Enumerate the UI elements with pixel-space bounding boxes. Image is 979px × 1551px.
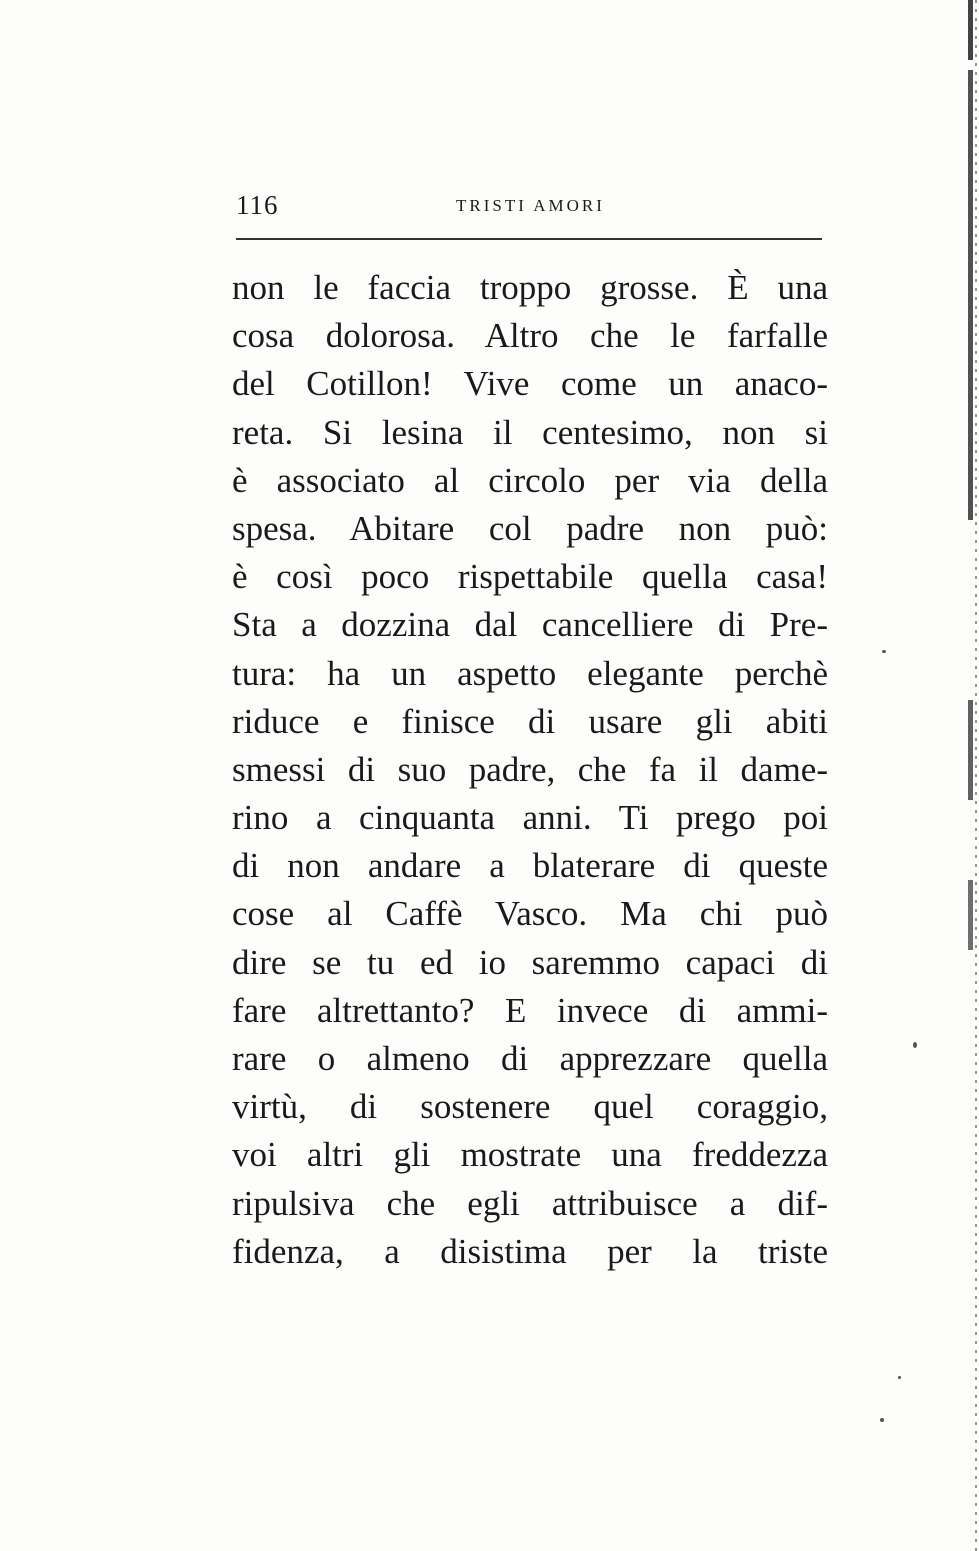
scan-speck: [882, 650, 886, 653]
text-line: rare o almeno di apprezzare quella: [232, 1039, 828, 1078]
text-line: reta. Si lesina il centesimo, non si: [232, 412, 828, 452]
running-head: [236, 190, 822, 226]
text-line: rino a cinquanta anni. Ti prego poi: [232, 798, 828, 838]
text-line: virtù, di sostenere quel coraggio,: [232, 1087, 828, 1127]
scan-speck: [880, 1418, 884, 1422]
text-line: tura: ha un aspetto elegante perchè: [232, 653, 828, 693]
header-rule: [236, 238, 822, 240]
running-title: TRISTI AMORI: [456, 196, 605, 215]
text-line: è così poco rispettabile quella casa!: [232, 557, 828, 597]
text-line: smessi di suo padre, che fa il dame-: [232, 749, 828, 789]
text-line: fidenza, a disistima per la triste: [232, 1231, 828, 1271]
text-line: spesa. Abitare col padre non può:: [232, 508, 828, 548]
text-line: riduce e finisce di usare gli abiti: [232, 701, 828, 741]
text-line: ripulsiva che egli attribuisce a dif-: [232, 1183, 828, 1223]
text-line: voi altri gli mostrate una freddezza: [232, 1135, 828, 1175]
scan-speck: [913, 1042, 917, 1048]
text-line: non le faccia troppo grosse. È una: [232, 268, 828, 307]
text-line: cosa dolorosa. Altro che le farfalle: [232, 316, 828, 356]
scan-edge-shadow: [968, 0, 973, 1551]
body-text: [232, 264, 828, 1276]
scan-edge-noise: [975, 0, 977, 1551]
text-line: del Cotillon! Vive come un anaco-: [232, 364, 828, 404]
text-line: dire se tu ed io saremmo capaci di: [232, 942, 828, 982]
text-line: fare altrettanto? E invece di ammi-: [232, 990, 828, 1030]
text-line: Sta a dozzina dal cancelliere di Pre-: [232, 605, 828, 645]
text-line: cose al Caffè Vasco. Ma chi può: [232, 894, 828, 934]
text-line: è associato al circolo per via della: [232, 460, 828, 500]
page-number: 116: [236, 190, 279, 220]
text-line: di non andare a blaterare di queste: [232, 846, 828, 886]
scan-speck: [898, 1376, 901, 1379]
